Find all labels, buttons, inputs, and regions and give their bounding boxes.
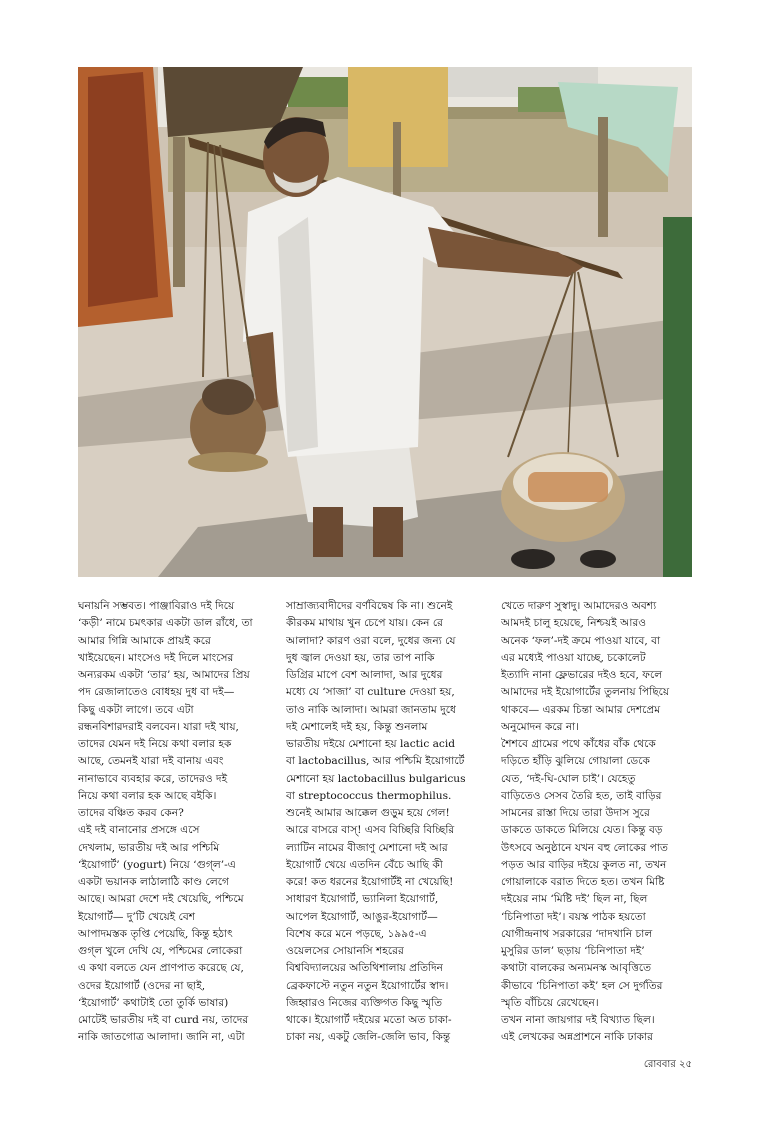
text-line: নানাভাবে ব্যবহার করে, তাদেরও দই [78, 772, 228, 785]
text-line: নিয়ে কথা বলার হক আছে বইকি। [78, 789, 217, 802]
text-line: জিহ্বারও নিজের ব্যক্তিগত কিছু স্মৃতি [286, 996, 443, 1009]
text-line: যেত, ‘দই-ঘি-ঘোল চাই’। যেহেতু [501, 772, 636, 785]
text-line: ওদের ইয়োগার্ট (ওদের না ছাই, [78, 979, 206, 992]
text-line: আমার গিন্নি আমাকে প্রায়ই করে [78, 634, 211, 647]
text-line: এই লেখকের অন্নপ্রাশনে নাকি ঢাকার [501, 1031, 653, 1044]
text-column-2 [286, 598, 488, 1047]
text-line: দই মেশালেই দই হয়, কিন্তু শুনলাম [286, 720, 428, 733]
text-line: সাম্রাজ্যবাদীদের বর্ণবিদ্বেষ কি না। শুনেই [286, 600, 453, 612]
text-line: আরে বাসরে বাস্‌! এসব বিচ্ছিরি বিচ্ছিরি [286, 824, 455, 837]
text-line: অন্যরকম একটা ‘তার’ হয়, আমাদের প্রিয় [78, 669, 250, 681]
text-line: করে! কত ধরনের ইয়োগার্টই না খেয়েছি! [286, 876, 454, 888]
text-line: এই দই বানানোর প্রসঙ্গে এসে [78, 824, 200, 837]
text-line: আছে। আমরা দেশে দই খেয়েছি, পশ্চিমে [78, 893, 244, 906]
text-line: ইয়োগার্ট খেয়ে এতদিন বেঁচে আছি কী [286, 858, 443, 871]
text-column-3 [501, 598, 697, 1047]
text-line: পড়ত আর বাড়ির দইয়ে কুলত না, তখন [501, 858, 667, 871]
text-line: খেতে দারুণ সুস্বাদু। আমাদেরও অবশ্য [501, 600, 657, 612]
text-line: আপেল ইয়োগার্ট, আঙুর-ইয়োগার্ট— [286, 910, 438, 923]
text-line: আমাদের দই ইয়োগার্টের তুলনায় পিছিয়ে [501, 686, 670, 699]
text-line: সাধারণ ইয়োগার্ট, ভ্যানিলা ইয়োগার্ট, [286, 893, 439, 906]
text-line: রন্ধনবিশারদরাই বলবেন। যারা দই খায়, [78, 720, 239, 733]
text-line: অনেক ‘ফল’-দই ক্রমে পাওয়া যাবে, বা [501, 634, 661, 647]
text-line: তাদের বঞ্চিত করব কেন? [78, 807, 184, 819]
text-line: ল্যাটিন নামের বীজাণু মেশানো দই আর [286, 841, 448, 854]
text-line: স্মৃতি বাঁচিয়ে রেখেছেন। [501, 996, 599, 1009]
text-line: কীরকম মাথায় খুন চেপে যায়। কেন রে [286, 617, 444, 630]
text-line: ওয়েলসের সোয়ানসি শহরের [286, 945, 404, 957]
text-line: একটা ভয়ানক লাঠালাঠি কাণ্ড লেগে [78, 876, 229, 888]
text-line: ডিগ্রির মাপে বেশ আলাদা, আর দুধের [286, 669, 443, 681]
text-line: মোটেই ভারতীয় দই বা curd নয়, তাদের [78, 1014, 249, 1026]
text-line: অনুমোদন করে না। [501, 720, 580, 733]
text-line: ‘ইয়োগার্ট’ কথাটাই তো তুর্কি ভাষার) [78, 996, 229, 1009]
text-line: ব্রেকফাস্টে নতুন নতুন ইয়োগার্টের স্বাদ। [286, 979, 449, 992]
text-line: তখন নানা জায়গার দই বিখ্যাত ছিল। [501, 1014, 655, 1026]
text-line: এ কথা বলতে যেন প্রাণপাত করেছে যে, [78, 962, 244, 975]
text-line: কথাটা বালকের অন্যমনস্ক আবৃত্তিতে [501, 962, 652, 975]
text-line: মধ্যে যে ‘সাজা’ বা culture দেওয়া হয়, [286, 686, 455, 699]
text-line: কিছু একটা লাগে। তবে এটা [78, 703, 194, 716]
text-line: যোগীন্দ্রনাথ সরকারের ‘দাদখানি চাল [501, 927, 653, 940]
text-line: ইয়োগার্ট— দু’টি খেয়েই বেশ [78, 910, 196, 923]
text-line: আমদই চালু হয়েছে, নিশ্চয়ই আরও [501, 617, 647, 630]
text-line: দড়িতে হাঁড়ি ঝুলিয়ে গোয়ালা ডেকে [501, 755, 650, 768]
text-line: ইত্যাদি নানা ফ্লেভারের দইও হবে, ফলে [501, 669, 663, 681]
text-line: আলাদা? কারণ ওরা বলে, দুধের জন্য যে [286, 634, 456, 647]
text-line: কীভাবে ‘চিনিপাতা কই’ হল সে দুর্গতির [501, 979, 663, 992]
text-line: খাইয়েছেন। মাংসেও দই দিলে মাংসের [78, 651, 234, 664]
text-line: মুসুরির ডাল’ ছড়ায় ‘চিনিপাতা দই’ [501, 945, 645, 957]
page-folio: রোববার ২৫ [643, 1059, 692, 1070]
text-line: ভারতীয় দইয়ে মেশানো হয় lactic acid [286, 738, 456, 750]
text-line: আপাদমস্তক তৃপ্তি পেয়েছি, কিন্তু হঠাৎ [78, 927, 233, 940]
text-line: ডাকতে ডাকতে মিলিয়ে যেত। কিন্তু বড় [501, 824, 663, 837]
text-line: পদ রেজালাতেও বোধহয় দুধ বা দই— [78, 686, 235, 699]
text-line: বিশেষ করে মনে পড়ছে, ১৯৯৫-এ [286, 927, 427, 940]
text-line: এর মধ্যেই পাওয়া যাচ্ছে, চকোলেট [501, 651, 646, 664]
text-line: বা lactobacillus, আর পশ্চিমি ইয়োগার্টে [286, 755, 465, 768]
text-line: থাকে। ইয়োগার্ট দইয়ের মতো অত চাকা- [286, 1014, 452, 1026]
text-line: দইয়ের নাম ‘মিষ্টি দই’ ছিল না, ছিল [501, 893, 648, 906]
text-line: নাকি জাতগোত্র আলাদা। জানি না, এটা [78, 1031, 245, 1044]
text-line: চাকা নয়, একটু জেলি-জেলি ভাব, কিন্তু [286, 1031, 451, 1044]
text-column-1 [78, 598, 280, 1047]
text-line: তাদের যেমন দই নিয়ে কথা বলার হক [78, 738, 232, 750]
text-line: ‘কড়ী’ নামে চমৎকার একটা ডাল রাঁধে, তা [78, 617, 253, 630]
text-line: শুনেই আমার আক্কেল গুড়ুম হয়ে গেল! [286, 807, 450, 819]
photo-yogurt-seller [78, 67, 692, 577]
text-line: সামনের রাস্তা দিয়ে তারা উদাস সুরে [501, 807, 650, 819]
text-line: ‘চিনিপাতা দই’। বয়স্ক পাঠক হয়তো [501, 910, 646, 923]
text-line: মেশানো হয় lactobacillus bulgaricus [286, 772, 466, 785]
text-line: বাড়িতেও সেসব তৈরি হত, তাই বাড়ির [501, 789, 662, 802]
text-line: ঘনায়নি সম্ভবত। পাঞ্জাবিরাও দই দিয়ে [78, 600, 235, 612]
text-line: উৎসবে অনুষ্ঠানে যখন বহু লোকের পাত [501, 841, 668, 854]
text-line: গুগ্‌ল খুলে দেখি যে, পশ্চিমের লোকেরা [78, 945, 243, 957]
text-line: থাকবে— এরকম চিন্তা আমার দেশপ্রেম [501, 703, 661, 716]
text-line: গোয়ালাকে বরাত দিতে হত। তখন মিষ্টি [501, 876, 665, 888]
text-line: দেখলাম, ভারতীয় দই আর পশ্চিমি [78, 841, 220, 854]
text-line: আছে, তেমনই যারা দই বানায় এবং [78, 755, 224, 768]
text-line: বিশ্ববিদ্যালয়ের অতিথিশালায় প্রতিদিন [286, 962, 443, 975]
text-line: শৈশবে গ্রামের পথে কাঁধের বাঁক থেকে [501, 738, 656, 750]
text-line: ‘ইয়োগার্ট’ (yogurt) নিয়ে ‘গুগ্‌ল’-এ [78, 858, 236, 871]
photo-illustration [78, 67, 692, 577]
text-line: বা streptococcus thermophilus. [286, 789, 452, 802]
text-line: দুধ জ্বাল দেওয়া হয়, তার তাপ নাকি [286, 651, 435, 664]
text-line: তাও নাকি আলাদা। আমরা জানতাম দুধে [286, 703, 456, 716]
